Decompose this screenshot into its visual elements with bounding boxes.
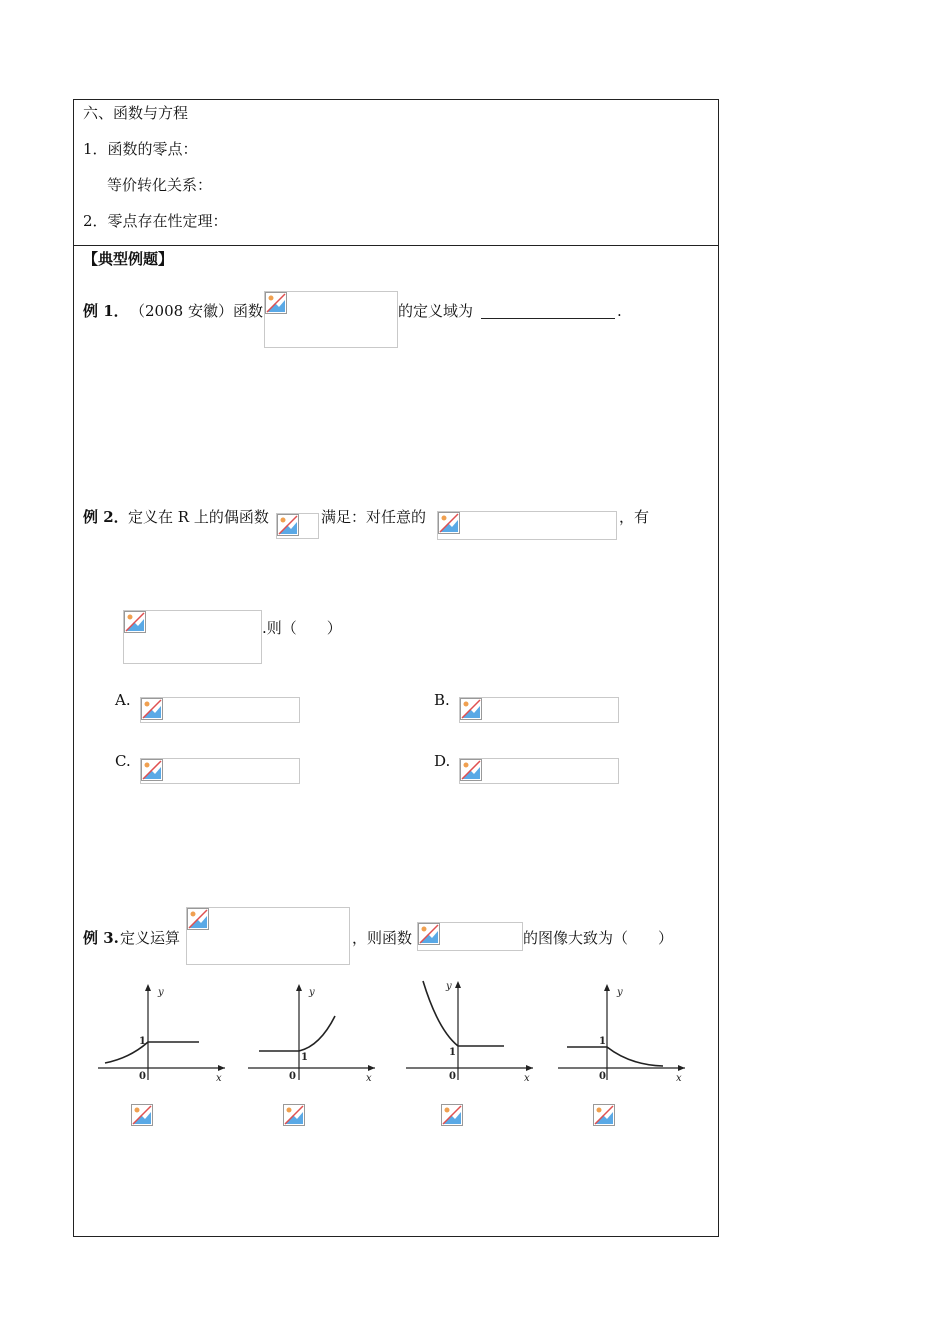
x-axis-arrow <box>218 1065 225 1071</box>
ex3-text2: ，则函数 <box>352 929 413 947</box>
ex3-text3: 的图像大致为（ ） <box>523 929 674 947</box>
x-label: x <box>676 1073 682 1084</box>
curve-right <box>299 1016 335 1051</box>
broken-image-icon <box>460 698 482 720</box>
y-label: y <box>617 987 623 998</box>
option-c-image[interactable] <box>140 758 300 784</box>
y-axis-arrow <box>296 984 302 991</box>
option-c-label: C. <box>115 752 131 770</box>
broken-image-icon <box>460 759 482 781</box>
origin-label: 0 <box>599 1071 606 1082</box>
ex2-label: 例 2． <box>83 508 129 526</box>
y-label: y <box>309 987 315 998</box>
ex3-function-image <box>417 922 523 951</box>
broken-image-icon <box>438 512 460 534</box>
curve-left <box>423 981 458 1046</box>
broken-image-icon <box>141 759 163 781</box>
ex1-label: 例 1． <box>83 302 129 320</box>
ex1-answer-blank[interactable] <box>481 318 615 319</box>
option-d-label: D. <box>434 752 451 770</box>
option-d-image[interactable] <box>459 758 619 784</box>
examples-header: 【典型例题】 <box>83 250 174 268</box>
ex2-text1: 定义在 R 上的偶函数 <box>128 508 269 526</box>
graph-b <box>245 980 380 1085</box>
y-label: y <box>158 987 164 998</box>
ex1-text-before: （2008 安徽）函数 <box>130 302 263 320</box>
section-title: 六、函数与方程 <box>83 104 189 122</box>
option-b-image[interactable] <box>459 697 619 723</box>
ex2-text2: 满足：对任意的 <box>321 508 427 526</box>
option-b-label: B. <box>434 691 450 709</box>
broken-image-icon <box>187 908 209 930</box>
y-axis-arrow <box>455 981 461 988</box>
graph-c <box>403 975 538 1085</box>
item-existence-theorem: 2．零点存在性定理： <box>83 212 228 230</box>
option-a-image[interactable] <box>140 697 300 723</box>
y-axis-arrow <box>604 984 610 991</box>
item-zero-point: 1．函数的零点： <box>83 140 198 158</box>
y-axis-arrow <box>145 984 151 991</box>
curve-right <box>607 1047 663 1066</box>
ex2-condition-image <box>437 511 617 540</box>
one-label: 1 <box>301 1052 308 1063</box>
ex1-period: . <box>617 302 622 320</box>
one-label: 1 <box>449 1047 456 1058</box>
broken-image-icon <box>124 611 146 633</box>
x-label: x <box>524 1073 530 1084</box>
graph-d <box>555 980 690 1085</box>
ex2-text3: ，有 <box>619 508 650 526</box>
graph-d-option-icon[interactable] <box>593 1104 615 1126</box>
graph-a <box>95 980 230 1085</box>
item-equivalence: 等价转化关系： <box>107 176 213 194</box>
y-label: y <box>446 981 452 992</box>
origin-label: 0 <box>139 1071 146 1082</box>
origin-label: 0 <box>449 1071 456 1082</box>
ex2-text4: .则（ ） <box>262 619 342 637</box>
ex3-label: 例 3. <box>83 929 119 947</box>
x-axis-arrow <box>526 1065 533 1071</box>
graph-b-option-icon[interactable] <box>283 1104 305 1126</box>
option-a-label: A. <box>115 691 131 709</box>
x-label: x <box>366 1073 372 1084</box>
x-label: x <box>216 1073 222 1084</box>
ex2-function-image <box>276 513 319 539</box>
ex1-formula-image <box>264 291 398 348</box>
broken-image-icon <box>418 923 440 945</box>
x-axis-arrow <box>678 1065 685 1071</box>
origin-label: 0 <box>289 1071 296 1082</box>
ex3-operation-image <box>186 907 350 965</box>
ex2-inequality-image <box>123 610 262 664</box>
x-axis-arrow <box>368 1065 375 1071</box>
graph-a-option-icon[interactable] <box>131 1104 153 1126</box>
one-label: 1 <box>599 1036 606 1047</box>
section-divider <box>73 245 719 246</box>
ex1-text-after: 的定义域为 <box>398 302 474 320</box>
broken-image-icon <box>265 292 287 314</box>
broken-image-icon <box>141 698 163 720</box>
ex3-text1: 定义运算 <box>120 929 181 947</box>
broken-image-icon <box>277 514 299 536</box>
one-label: 1 <box>139 1036 146 1047</box>
graph-c-option-icon[interactable] <box>441 1104 463 1126</box>
